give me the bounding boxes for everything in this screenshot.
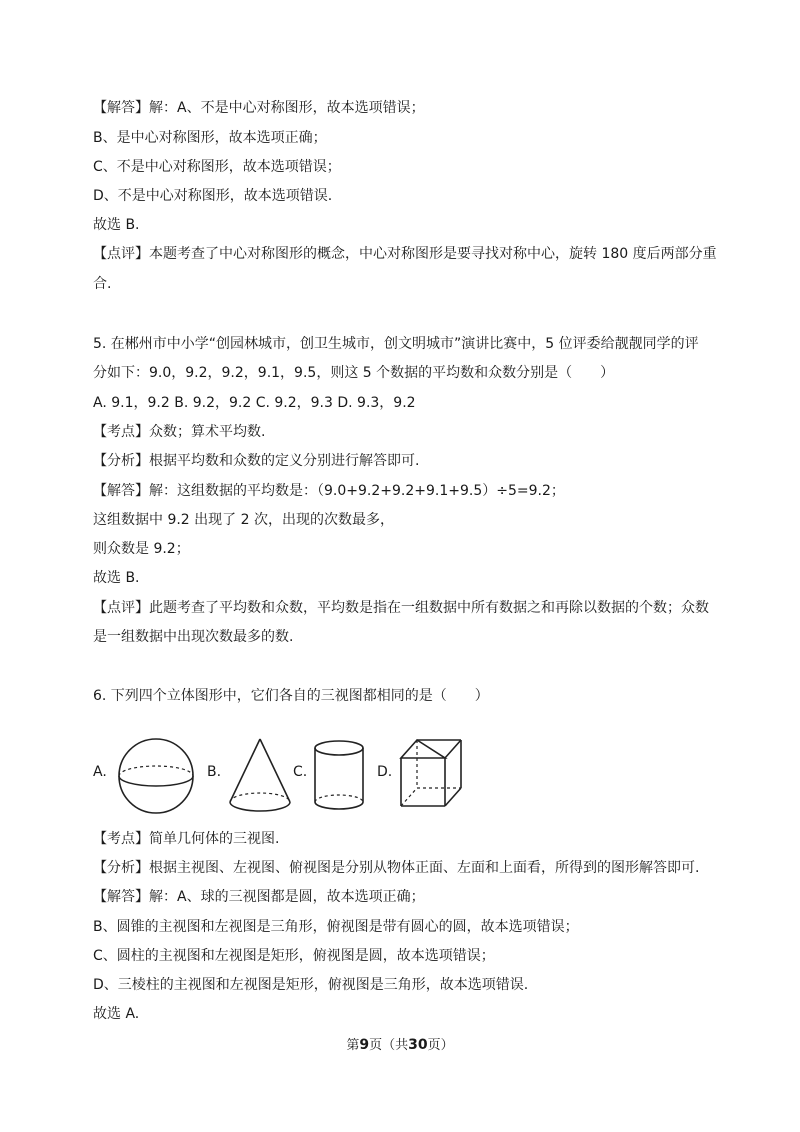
q5-comment-line: 是一组数据中出现次数最多的数. <box>93 629 294 645</box>
q4-answer-line: C、不是中心对称图形，故本选项错误； <box>93 159 341 175</box>
q5-analysis: 【分析】根据平均数和众数的定义分别进行解答即可. <box>93 453 420 469</box>
sphere-icon <box>115 736 197 816</box>
total-page-count: 30 <box>408 1037 428 1053</box>
q5-options: A. 9.1，9.2 B. 9.2，9.2 C. 9.2，9.3 D. 9.3，9.2 <box>93 395 416 411</box>
q6-answer-line: 【解答】解：A、球的三视图都是圆，故本选项正确； <box>93 889 425 905</box>
q6-answer-line: B、圆锥的主视图和左视图是三角形，俯视图是带有圆心的圆，故本选项错误； <box>93 919 579 935</box>
cylinder-icon <box>311 738 367 814</box>
q5-answer-line: 故选 B. <box>93 570 140 586</box>
q5-answer-line: 【解答】解：这组数据的平均数是：（9.0+9.2+9.2+9.1+9.5）÷5=9.2； <box>93 483 565 499</box>
q5-question-line: 分如下：9.0，9.2，9.2，9.1，9.5，则这 5 个数据的平均数和众数分别是（ ） <box>93 365 615 381</box>
q6-key-point: 【考点】简单几何体的三视图. <box>93 831 280 847</box>
option-b-label: B. <box>207 764 222 780</box>
q6-answer-line: C、圆柱的主视图和左视图是矩形，俯视图是圆，故本选项错误； <box>93 948 495 964</box>
footer-suffix: 页） <box>427 1038 454 1053</box>
q5-key-point: 【考点】众数；算术平均数. <box>93 424 266 440</box>
option-d-label: D. <box>377 764 393 780</box>
q6-answer-line: 故选 A. <box>93 1006 140 1022</box>
q4-comment-line: 【点评】本题考查了中心对称图形的概念，中心对称图形是要寻找对称中心，旋转 180 度后两部分重 <box>93 246 717 262</box>
footer-middle: 页（共 <box>369 1038 409 1053</box>
option-a-label: A. <box>93 764 107 780</box>
footer-prefix: 第 <box>346 1038 360 1053</box>
q5-question-line: 5. 在郴州市中小学“创园林城市，创卫生城市，创文明城市”演讲比赛中，5 位评委给靓靓同学的评 <box>93 336 699 352</box>
current-page-number: 9 <box>359 1037 370 1053</box>
cone-icon <box>225 736 295 816</box>
q6-figure-options <box>93 736 513 816</box>
q4-answer-line: 【解答】解：A、不是中心对称图形，故本选项错误； <box>93 100 425 116</box>
q4-answer-line: 故选 B. <box>93 217 140 233</box>
triangular-prism-icon <box>397 736 467 812</box>
page-footer <box>0 1034 800 1053</box>
q5-comment-line: 【点评】此题考查了平均数和众数，平均数是指在一组数据中所有数据之和再除以数据的个数；众数 <box>93 600 709 616</box>
q4-answer-line: B、是中心对称图形，故本选项正确； <box>93 130 327 146</box>
q5-answer-line: 则众数是 9.2； <box>93 541 190 557</box>
q6-analysis: 【分析】根据主视图、左视图、俯视图是分别从物体正面、左面和上面看，所得到的图形解答即可. <box>93 860 700 876</box>
option-c-label: C. <box>293 764 308 780</box>
q4-comment-line: 合. <box>93 276 112 292</box>
q6-answer-line: D、三棱柱的主视图和左视图是矩形，俯视图是三角形，故本选项错误. <box>93 977 529 993</box>
q5-answer-line: 这组数据中 9.2 出现了 2 次，出现的次数最多， <box>93 512 394 528</box>
q6-question: 6. 下列四个立体图形中，它们各自的三视图都相同的是（ ） <box>93 688 489 704</box>
q4-answer-line: D、不是中心对称图形，故本选项错误. <box>93 188 333 204</box>
